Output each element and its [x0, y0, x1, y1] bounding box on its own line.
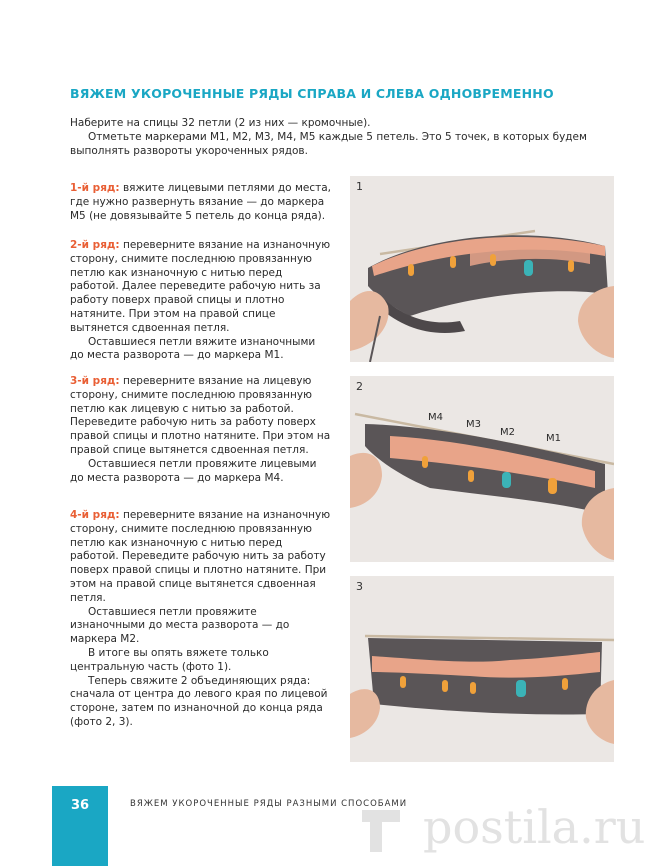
row-2-block — [70, 239, 332, 363]
page-title: ВЯЖЕМ УКОРОЧЕННЫЕ РЯДЫ СПРАВА И СЛЕВА ОДНОВРЕМЕННО — [70, 86, 554, 101]
marker-label-m4: М4 — [428, 412, 443, 423]
row-4-text-3: В итоге вы опять вяжете только центральную часть (фото 1). — [70, 646, 269, 673]
row-3-text: переверните вязание на лицевую сторону, снимите последнюю провязанную петлю как лицевую с нитью за работой. Переведите рабочую нить за работу поверх правой спицы и плотно натяните. При этом на правой спице вытянется сдвоенная петля. — [70, 375, 331, 456]
page-number: 36 — [70, 798, 90, 813]
watermark-logo-icon — [352, 802, 410, 860]
marker-label-m2: М2 — [500, 427, 515, 438]
running-title: ВЯЖЕМ УКОРОЧЕННЫЕ РЯДЫ РАЗНЫМИ СПОСОБАМИ — [130, 799, 408, 809]
row-3-label: 3-й ряд: — [70, 375, 120, 387]
row-2-label: 2-й ряд: — [70, 239, 120, 251]
row-4-block — [70, 509, 332, 730]
row-4-text-2: Оставшиеся петли провяжите изнаночными до места разворота — до маркера М2. — [70, 605, 290, 646]
page-number-bar — [52, 786, 108, 866]
row-2-text-2: Оставшиеся петли вяжите изнаночными до места разворота — до маркера М1. — [70, 335, 316, 362]
knitting-photo-1 — [350, 176, 614, 362]
row-4-text: переверните вязание на изнаночную сторону, снимите последнюю провязанную петлю как изнаночную с нитью перед работой. Переведите рабочую нить за работу поверх правой спицы и плотно натяните. При этом на правой спице вытянется сдвоенная петля. — [70, 509, 331, 604]
photo-3 — [350, 576, 614, 762]
row-2-text: переверните вязание на изнаночную сторону, снимите последнюю провязанную петлю как изнаночную с нитью перед работой. Далее переведите рабочую нить за работу поверх правой спицы и плотно натяните. При этом на правой спице вытянется сдвоенная петля. — [70, 239, 331, 334]
knitting-photo-2 — [350, 376, 614, 562]
intro-paragraph-1: Наберите на спицы 32 петли (2 из них — кромочные). — [70, 117, 371, 129]
row-4-label: 4-й ряд: — [70, 509, 120, 521]
row-1-block — [70, 182, 332, 223]
watermark-text: postila.ru — [423, 800, 646, 854]
intro-text — [70, 116, 610, 158]
row-4-text-4: Теперь свяжите 2 объединяющих ряда: сначала от центра до левого края по лицевой стороне, затем по изнаночной до конца ряда (фото 2, 3). — [70, 674, 328, 728]
row-3-block — [70, 375, 332, 485]
photo-1 — [350, 176, 614, 362]
marker-label-m1: М1 — [546, 433, 561, 444]
row-1-label: 1-й ряд: — [70, 182, 120, 194]
marker-label-m3: М3 — [466, 419, 481, 430]
photo-2-number: 2 — [356, 380, 363, 393]
photo-2 — [350, 376, 614, 562]
photo-1-number: 1 — [356, 180, 363, 193]
knitting-photo-3 — [350, 576, 614, 762]
row-1-text: вяжите лицевыми петлями до места, где нужно развернуть вязание — до маркера М5 (не довязывайте 5 петель до конца ряда). — [70, 182, 331, 222]
row-3-text-2: Оставшиеся петли провяжите лицевыми до места разворота — до маркера М4. — [70, 457, 317, 484]
intro-paragraph-2: Отметьте маркерами М1, М2, М3, М4, М5 каждые 5 петель. Это 5 точек, в которых будем выполнять развороты укороченных рядов. — [70, 131, 587, 157]
photo-3-number: 3 — [356, 580, 363, 593]
